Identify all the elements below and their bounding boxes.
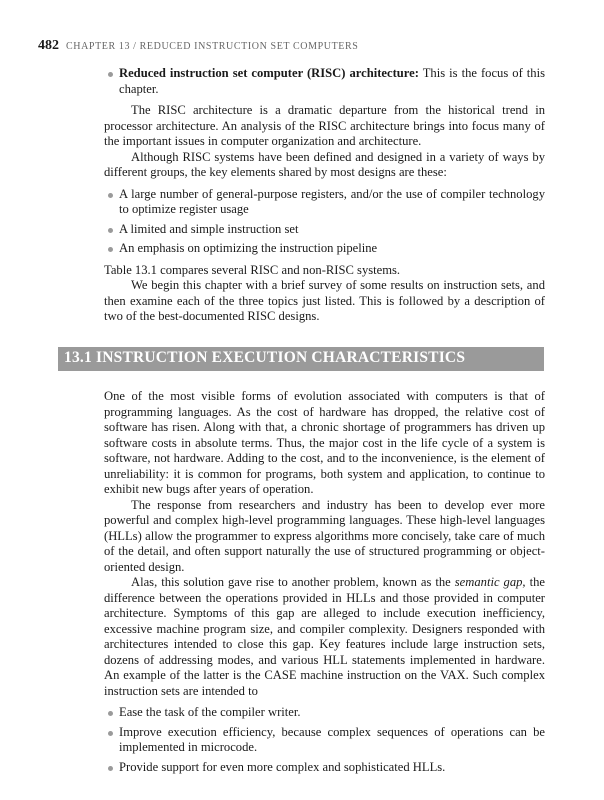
intro-paragraph-2: Although RISC systems have been defined and designed in a variety of ways by different groups, the key elements shared by most designs are these: xyxy=(104,149,545,179)
section-paragraph-2: The response from researchers and industry has been to develop ever more powerful and complex high-level programming languages. These high-level languages (HLLs) allow the programmer to express algorithms more concisely, take care of much of the detail, and often support naturally the use of structured programming or object-oriented design. xyxy=(104,497,545,574)
goals-list xyxy=(104,705,545,775)
risc-term: Reduced instruction set computer (RISC) architecture: xyxy=(119,66,419,80)
intro-paragraph-3: Table 13.1 compares several RISC and non-RISC systems. xyxy=(104,262,401,277)
page-header xyxy=(38,38,558,55)
list-item: A limited and simple instruction set xyxy=(104,222,545,238)
page-number: 482 xyxy=(38,38,59,53)
section-paragraph-3: Alas, this solution gave rise to another problem, known as the semantic gap, the difference between the operations provided in HLLs and those provided in computer architecture. Symptoms of this gap are alleged to include execution inefficiency, excessive machine program size, and compiler complexity. Designers responded with architectures intended to close this gap. Key features include large instruction sets, dozens of addressing modes, and various HLL statements implemented in hardware. An example of the latter is the CASE machine instruction on the VAX. Such complex instruction sets are intended to xyxy=(104,575,545,698)
intro-paragraph-4: We begin this chapter with a brief survey of some results on instruction sets, and then examine each of the three topics just listed. This is followed by a description of two of the best-documented RISC designs. xyxy=(104,278,545,323)
section-text xyxy=(104,389,545,775)
list-item: An emphasis on optimizing the instruction pipeline xyxy=(104,241,545,257)
running-head: CHAPTER 13 / REDUCED INSTRUCTION SET COMPUTERS xyxy=(66,41,359,52)
risc-definition: This is the focus of this chapter. xyxy=(119,66,545,96)
list-item: Provide support for even more complex and sophisticated HLLs. xyxy=(104,760,545,776)
list-item: A large number of general-purpose registers, and/or the use of compiler technology to optimize register usage xyxy=(104,187,545,218)
intro-paragraph-1: The RISC architecture is a dramatic departure from the historical trend in processor architecture. An analysis of the RISC architecture brings into focus many of the important issues in computer organization and architecture. xyxy=(104,103,545,148)
semantic-gap-term: semantic gap, xyxy=(454,575,526,589)
intro-text xyxy=(104,66,545,325)
key-elements-list xyxy=(104,187,545,257)
section-heading-banner xyxy=(58,347,544,371)
list-item: Ease the task of the compiler writer. xyxy=(104,705,545,721)
list-item: Improve execution efficiency, because complex sequences of operations can be implemented in microcode. xyxy=(104,725,545,756)
section-title: 13.1 INSTRUCTION EXECUTION CHARACTERISTICS xyxy=(64,349,466,366)
section-paragraph-1: One of the most visible forms of evolution associated with computers is that of programming languages. As the cost of hardware has dropped, the relative cost of software has risen. Along with that, a chronic shortage of programmers has driven up software costs in absolute terms. Thus, the major cost in the life cycle of a system is software, not hardware. Adding to the cost, and to the inconvenience, is the element of unreliability: it is common for programs, both system and application, to continue to exhibit new bugs after years of operation. xyxy=(104,389,545,496)
risc-definition-bullet xyxy=(104,66,545,97)
